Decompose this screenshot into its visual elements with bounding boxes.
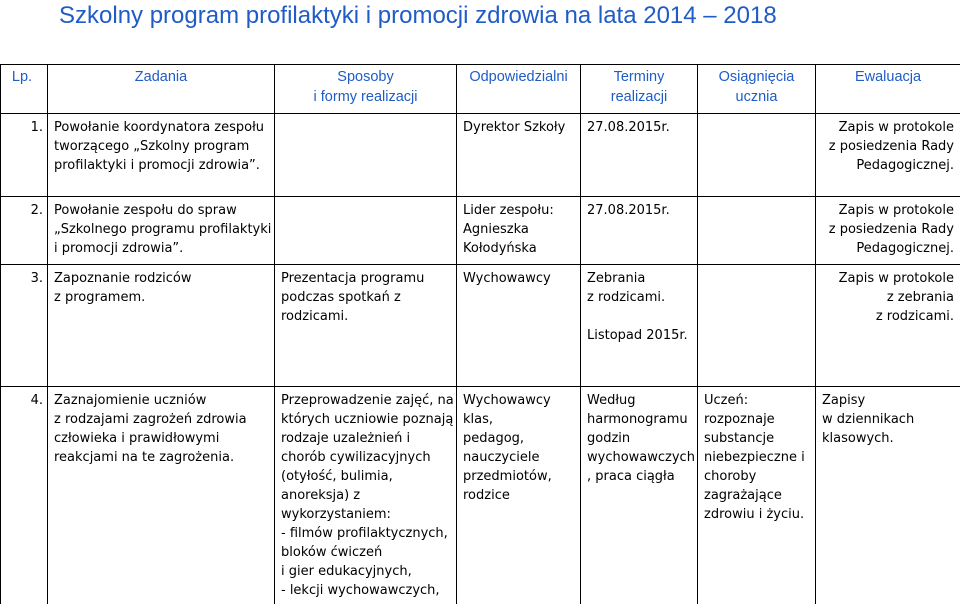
header-terminy bbox=[581, 65, 698, 114]
cell-line: 27.08.2015r. bbox=[587, 118, 691, 137]
cell-line: rodzicami. bbox=[281, 307, 450, 326]
cell-line: z programem. bbox=[54, 288, 268, 307]
cell-line: w dziennikach bbox=[822, 410, 954, 429]
cell-odpowiedzialni bbox=[457, 387, 581, 604]
cell-line: rozpoznaje bbox=[704, 410, 809, 429]
cell-sposoby bbox=[275, 197, 457, 265]
cell-ewaluacja bbox=[816, 265, 960, 387]
cell-line: - lekcji wychowawczych, bbox=[281, 581, 450, 600]
cell-line: Prezentacja programu bbox=[281, 269, 450, 288]
cell-line: wychowawczych bbox=[587, 448, 691, 467]
cell-line: (otyłość, bulimia, bbox=[281, 467, 450, 486]
cell-ewaluacja bbox=[816, 114, 960, 197]
header-sposoby-line-1: Sposoby bbox=[281, 67, 450, 87]
cell-line: Zapoznanie rodziców bbox=[54, 269, 268, 288]
cell-line: choroby bbox=[704, 467, 809, 486]
cell-line: podczas spotkań z bbox=[281, 288, 450, 307]
header-lp: Lp. bbox=[1, 65, 48, 114]
cell-terminy bbox=[581, 197, 698, 265]
cell-line: wykorzystaniem: bbox=[281, 505, 450, 524]
cell-line: bloków ćwiczeń bbox=[281, 543, 450, 562]
cell-line: Według bbox=[587, 391, 691, 410]
cell-line: Listopad 2015r. bbox=[587, 326, 691, 345]
cell-line: Zebrania bbox=[587, 269, 691, 288]
cell-line: i promocji zdrowia”. bbox=[54, 239, 268, 258]
cell-ewaluacja bbox=[816, 387, 960, 604]
cell-line: Zaznajomienie uczniów bbox=[54, 391, 268, 410]
cell-osiagniecia bbox=[698, 387, 816, 604]
cell-line: z rodzicami. bbox=[587, 288, 691, 307]
cell-line: Uczeń: bbox=[704, 391, 809, 410]
cell-line: z zebrania bbox=[822, 288, 954, 307]
cell-line: , praca ciągła bbox=[587, 467, 691, 486]
cell-line: Zapisy bbox=[822, 391, 954, 410]
cell-line: chorób cywilizacyjnych bbox=[281, 448, 450, 467]
cell-lp: 2. bbox=[1, 197, 48, 265]
cell-line: Pedagogicznej. bbox=[822, 239, 954, 258]
cell-odpowiedzialni bbox=[457, 114, 581, 197]
cell-line: profilaktyki i promocji zdrowia”. bbox=[54, 156, 268, 175]
header-terminy-line-2: realizacji bbox=[587, 87, 691, 107]
cell-line: Pedagogicznej. bbox=[822, 156, 954, 175]
cell-line: Zapis w protokole bbox=[822, 118, 954, 137]
cell-line: godzin bbox=[587, 429, 691, 448]
cell-line: nauczyciele bbox=[463, 448, 574, 467]
cell-line: zdrowiu i życiu. bbox=[704, 505, 809, 524]
cell-line: reakcjami na te zagrożenia. bbox=[54, 448, 268, 467]
cell-line: anoreksja) z bbox=[281, 486, 450, 505]
cell-line: Zapis w protokole bbox=[822, 269, 954, 288]
cell-terminy bbox=[581, 387, 698, 604]
cell-terminy bbox=[581, 265, 698, 387]
cell-line: substancje bbox=[704, 429, 809, 448]
cell-line: z posiedzenia Rady bbox=[822, 137, 954, 156]
cell-line: Lider zespołu: bbox=[463, 201, 574, 220]
cell-line: niebezpieczne i bbox=[704, 448, 809, 467]
cell-line: Kołodyńska bbox=[463, 239, 574, 258]
cell-line: człowieka i prawidłowymi bbox=[54, 429, 268, 448]
cell-line: Agnieszka bbox=[463, 220, 574, 239]
page-title: Szkolny program profilaktyki i promocji zdrowia na lata 2014 – 2018 bbox=[59, 2, 777, 30]
cell-lp: 4. bbox=[1, 387, 48, 604]
cell-line: Wychowawcy bbox=[463, 269, 574, 288]
cell-line: Przeprowadzenie zajęć, na bbox=[281, 391, 450, 410]
cell-zadania bbox=[48, 265, 275, 387]
cell-line: - filmów profilaktycznych, bbox=[281, 524, 450, 543]
cell-sposoby bbox=[275, 387, 457, 604]
header-sposoby bbox=[275, 65, 457, 114]
table-row bbox=[1, 114, 960, 197]
header-osiagniecia-line-1: Osiągnięcia bbox=[704, 67, 809, 87]
cell-line: Powołanie zespołu do spraw bbox=[54, 201, 268, 220]
cell-line: Wychowawcy bbox=[463, 391, 574, 410]
cell-line: Powołanie koordynatora zespołu bbox=[54, 118, 268, 137]
cell-line: pedagog, bbox=[463, 429, 574, 448]
cell-line: z rodzicami. bbox=[822, 307, 954, 326]
cell-line: i gier edukacyjnych, bbox=[281, 562, 450, 581]
cell-line: przedmiotów, bbox=[463, 467, 574, 486]
cell-line: Dyrektor Szkoły bbox=[463, 118, 574, 137]
cell-terminy bbox=[581, 114, 698, 197]
cell-line: harmonogramu bbox=[587, 410, 691, 429]
cell-line: „Szkolnego programu profilaktyki bbox=[54, 220, 268, 239]
cell-zadania bbox=[48, 387, 275, 604]
table-row bbox=[1, 197, 960, 265]
header-odpowiedzialni: Odpowiedzialni bbox=[457, 65, 581, 114]
cell-line: których uczniowie poznają bbox=[281, 410, 450, 429]
cell-ewaluacja bbox=[816, 197, 960, 265]
cell-line: rodzaje uzależnień i bbox=[281, 429, 450, 448]
table-row bbox=[1, 387, 960, 604]
cell-sposoby bbox=[275, 265, 457, 387]
header-osiagniecia-line-2: ucznia bbox=[704, 87, 809, 107]
cell-line: rodzice bbox=[463, 486, 574, 505]
header-zadania: Zadania bbox=[48, 65, 275, 114]
cell-sposoby bbox=[275, 114, 457, 197]
cell-odpowiedzialni bbox=[457, 265, 581, 387]
cell-lp: 1. bbox=[1, 114, 48, 197]
cell-osiagniecia bbox=[698, 197, 816, 265]
cell-line: zagrażające bbox=[704, 486, 809, 505]
cell-zadania bbox=[48, 114, 275, 197]
cell-line: 27.08.2015r. bbox=[587, 201, 691, 220]
cell-line: z rodzajami zagrożeń zdrowia bbox=[54, 410, 268, 429]
table-header-row bbox=[1, 65, 960, 114]
cell-line: Zapis w protokole bbox=[822, 201, 954, 220]
cell-osiagniecia bbox=[698, 114, 816, 197]
cell-lp: 3. bbox=[1, 265, 48, 387]
header-ewaluacja: Ewaluacja bbox=[816, 65, 960, 114]
cell-zadania bbox=[48, 197, 275, 265]
cell-line: tworzącego „Szkolny program bbox=[54, 137, 268, 156]
table-row bbox=[1, 265, 960, 387]
header-osiagniecia bbox=[698, 65, 816, 114]
cell-line: klas, bbox=[463, 410, 574, 429]
cell-odpowiedzialni bbox=[457, 197, 581, 265]
program-table bbox=[0, 64, 960, 604]
cell-line bbox=[587, 307, 691, 326]
header-sposoby-line-2: i formy realizacji bbox=[281, 87, 450, 107]
cell-osiagniecia bbox=[698, 265, 816, 387]
cell-line: klasowych. bbox=[822, 429, 954, 448]
cell-line: z posiedzenia Rady bbox=[822, 220, 954, 239]
header-terminy-line-1: Terminy bbox=[587, 67, 691, 87]
